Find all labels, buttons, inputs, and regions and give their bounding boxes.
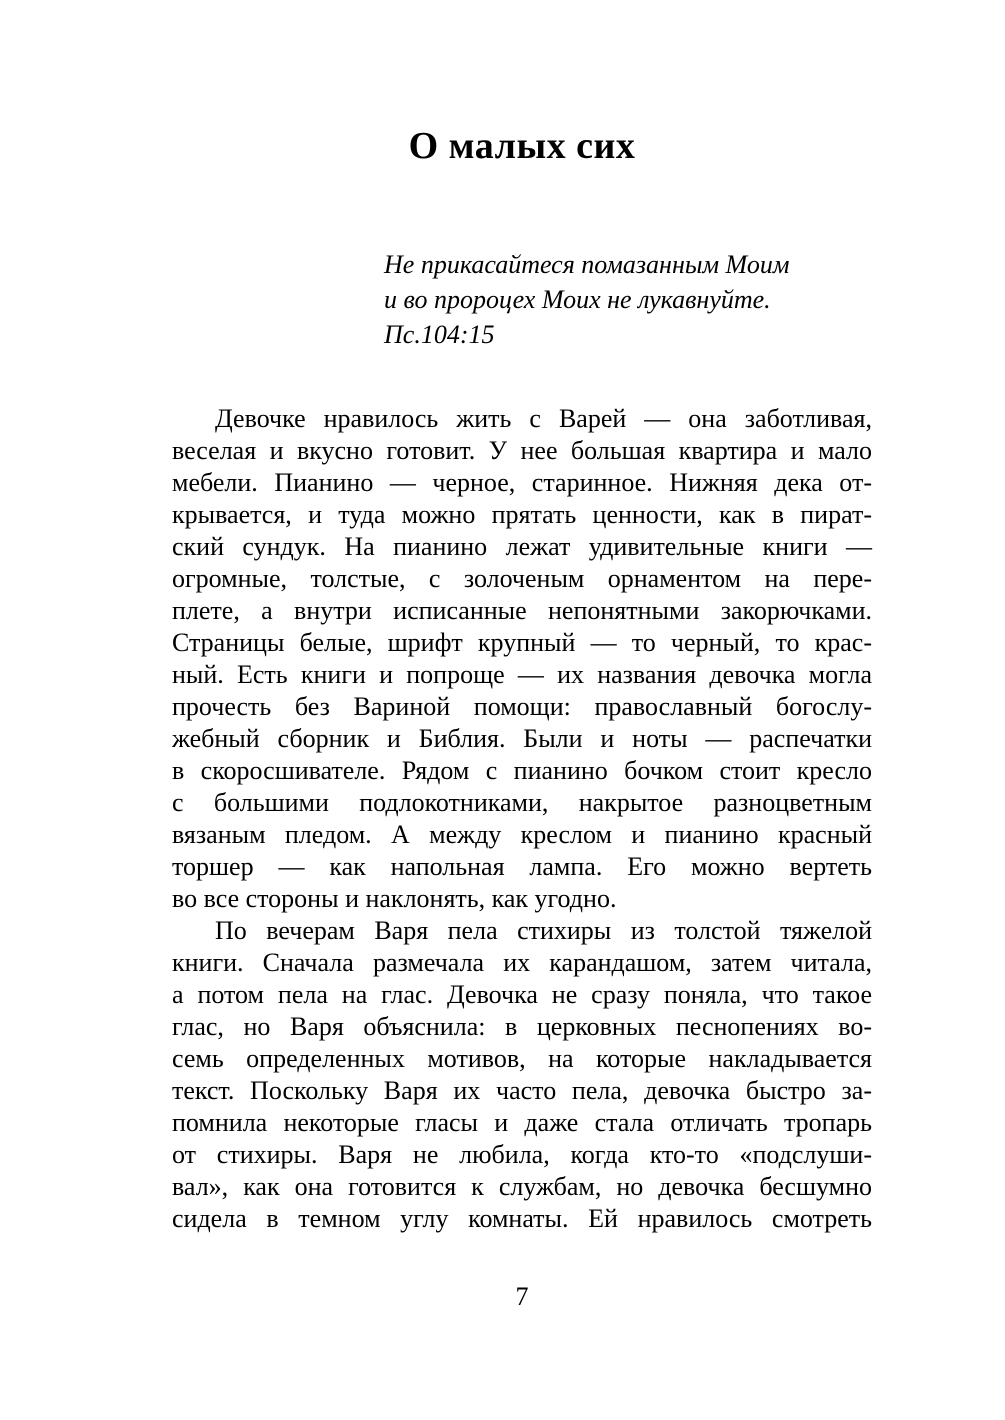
text-line: семь определенных мотивов, на которые накладывается bbox=[172, 1044, 872, 1073]
text-line: крывается, и туда можно прятать ценности, как в пират- bbox=[172, 500, 872, 529]
epigraph bbox=[172, 247, 872, 352]
text-line: плете, а внутри исписанные непонятными закорючками. bbox=[172, 596, 872, 625]
text-line: мебели. Пианино — черное, старинное. Нижняя дека от- bbox=[172, 468, 872, 497]
text-line: Страницы белые, шрифт крупный — то черный, то крас- bbox=[172, 628, 872, 657]
text-line: в скоросшивателе. Рядом с пианино бочком стоит кресло bbox=[172, 756, 872, 785]
chapter-title: О малых сих bbox=[408, 125, 636, 167]
text-line: прочесть без Вариной помощи: православный богослу- bbox=[172, 692, 872, 721]
text-line: книги. Сначала размечала их карандашом, затем читала, bbox=[172, 948, 872, 977]
text-line: огромные, толстые, с золоченым орнаментом на пере- bbox=[172, 564, 872, 593]
epigraph-citation: Пс.104:15 bbox=[384, 320, 495, 349]
text-line: от стихиры. Варя не любила, когда кто-то «подслуши- bbox=[172, 1140, 872, 1169]
text-line: а потом пела на глас. Девочка не сразу поняла, что такое bbox=[172, 980, 872, 1009]
text-line: текст. Поскольку Варя их часто пела, девочка быстро за- bbox=[172, 1076, 872, 1105]
text-line: вал», как она готовится к службам, но девочка бесшумно bbox=[172, 1172, 872, 1201]
epigraph-line: и во пророцех Моих не лукавнуйте. bbox=[384, 285, 771, 314]
text-line: Девочке нравилось жить с Варей — она заботливая, bbox=[215, 404, 872, 433]
text-line: глас, но Варя объяснила: в церковных песнопениях во- bbox=[172, 1012, 872, 1041]
text-line: веселая и вкусно готовит. У нее большая квартира и мало bbox=[172, 436, 872, 465]
page-number: 7 bbox=[515, 1282, 529, 1311]
text-line: во все стороны и наклонять, как угодно. bbox=[172, 884, 617, 913]
text-line: сидела в темном углу комнаты. Ей нравилось смотреть bbox=[172, 1204, 872, 1233]
text-line: торшер — как напольная лампа. Его можно вертеть bbox=[172, 852, 872, 881]
text-line: По вечерам Варя пела стихиры из толстой тяжелой bbox=[215, 916, 872, 945]
text-line: с большими подлокотниками, накрытое разноцветным bbox=[172, 788, 872, 817]
text-line: жебный сборник и Библия. Были и ноты — распечатки bbox=[172, 724, 872, 753]
text-line: ный. Есть книги и попроще — их названия девочка могла bbox=[172, 660, 872, 689]
text-line: ский сундук. На пианино лежат удивительные книги — bbox=[172, 532, 872, 561]
text-line: вязаным пледом. А между креслом и пианино красный bbox=[172, 820, 872, 849]
text-line: помнила некоторые гласы и даже стала отличать тропарь bbox=[172, 1108, 872, 1137]
body-text bbox=[172, 403, 872, 1235]
epigraph-line: Не прикасайтеся помазанным Моим bbox=[384, 250, 790, 279]
